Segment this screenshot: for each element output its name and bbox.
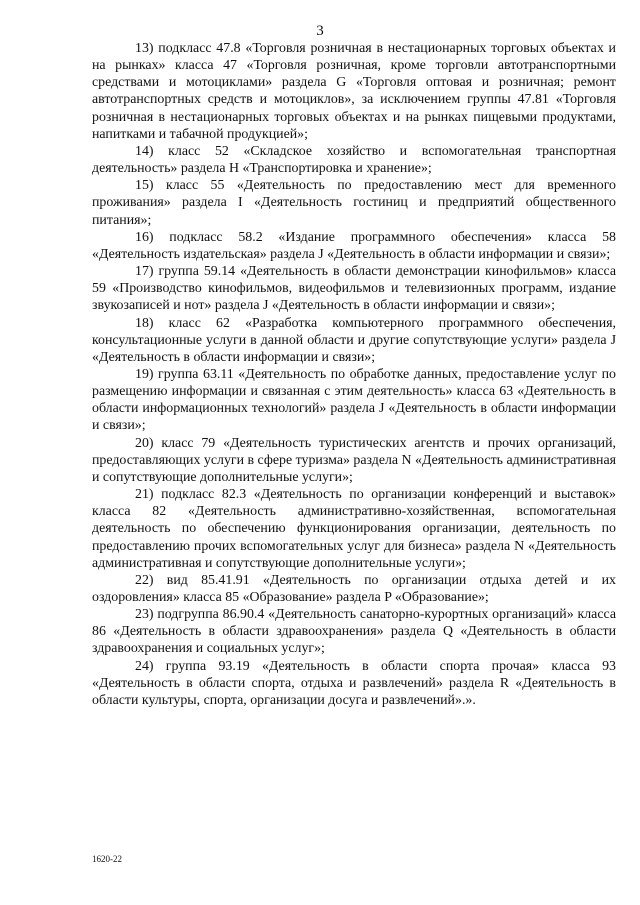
document-body: [92, 40, 616, 709]
list-item-21: 21) подкласс 82.3 «Деятельность по организации конференций и выставок» класса 82 «Деятельность административно-хозяйственная, вспомогательная деятельность по обеспечению функционирования организации, деятельность по предоставлению прочих вспомогательных услуг для бизнеса» раздела N «Деятельность административная и сопутствующие дополнительные услуги»;: [92, 487, 616, 571]
list-item-22: 22) вид 85.41.91 «Деятельность по организации отдыха детей и их оздоровления» класса 85 «Образование» раздела P «Образование»;: [92, 572, 616, 605]
list-item-14: 14) класс 52 «Складское хозяйство и вспомогательная транспортная деятельность» раздела H «Транспортировка и хранение»;: [92, 143, 616, 177]
list-item-19: 19) группа 63.11 «Деятельность по обработке данных, предоставление услуг по размещению информации и связанная с этим деятельность» класса 63 «Деятельность в области информационных технологий» раздела J «Деятельность в области информации и связи»;: [92, 366, 616, 434]
list-item-24: 24) группа 93.19 «Деятельность в области спорта прочая» класса 93 «Деятельность в области спорта, отдыха и развлечений» раздела R «Деятельность в области культуры, спорта, организации досуга и развлечений».».: [92, 658, 616, 708]
list-item-15: 15) класс 55 «Деятельность по предоставлению мест для временного проживания» раздела I «Деятельность гостиниц и предприятий общественного питания»;: [92, 178, 616, 228]
list-item-18: 18) класс 62 «Разработка компьютерного программного обеспечения, консультационные услуги в данной области и другие сопутствующие услуги» раздела J «Деятельность в области информации и связи»;: [92, 315, 616, 365]
list-item-13: 13) подкласс 47.8 «Торговля розничная в нестационарных торговых объектах и на рынках» класса 47 «Торговля розничная, кроме торговли автотранспортными средствами и мотоциклами» раздела G «Торговля оптовая и розничная; ремонт автотранспортных средств и мотоциклов», за исключением группы 47.81 «Торговля розничная в нестационарных торговых объектах и на рынках пищевыми продуктами, напитками и табачной продукцией»;: [92, 41, 616, 142]
list-item-17: 17) группа 59.14 «Деятельность в области демонстрации кинофильмов» класса 59 «Производство кинофильмов, видеофильмов и телевизионных программ, издание звукозаписей и нот» раздела J «Деятельность в области информации и связи»;: [92, 264, 616, 314]
document-code: 1620-22: [92, 854, 122, 864]
list-item-23: 23) подгруппа 86.90.4 «Деятельность санаторно-курортных организаций» класса 86 «Деятельность в области здравоохранения» раздела Q «Деятельность в области здравоохранения и социальных услуг»;: [92, 607, 616, 657]
list-item-16: 16) подкласс 58.2 «Издание программного обеспечения» класса 58 «Деятельность издательская» раздела J «Деятельность в области информации и связи»;: [92, 229, 616, 262]
page-number: 3: [316, 23, 324, 39]
list-item-20: 20) класс 79 «Деятельность туристических агентств и прочих организаций, предоставляющих услуги в сфере туризма» раздела N «Деятельность административная и сопутствующие дополнительные услуги»;: [92, 435, 616, 485]
